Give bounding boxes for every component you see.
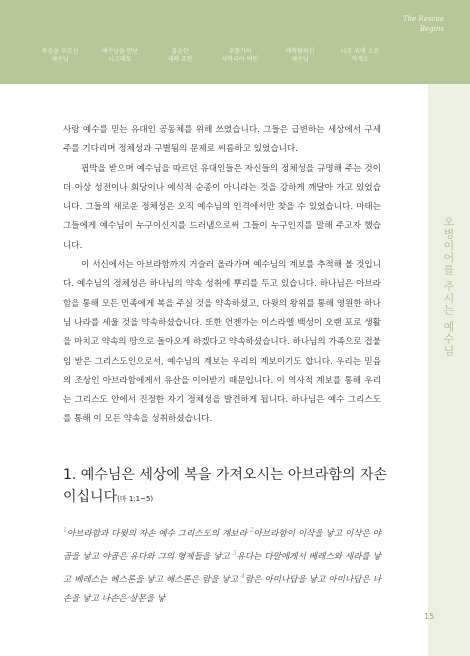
tab-chapter-3[interactable]: 겸손한 세례 요한	[167, 48, 193, 63]
side-vertical-title: 오병이어를 주시는 예수님	[442, 216, 455, 357]
header-band	[0, 0, 470, 84]
tab-chapter-6[interactable]: 나무 위에 오른 삭개오	[340, 48, 380, 63]
page-number: 15	[424, 612, 435, 621]
verse-number: 1	[63, 527, 67, 534]
book-title: The Rescue Begins	[402, 15, 444, 33]
verse-number: 4	[241, 573, 245, 581]
verse-number: 2	[249, 527, 254, 534]
tab-chapter-5[interactable]: 배척당하신 예수님	[285, 48, 315, 63]
section-heading	[63, 464, 389, 510]
body-text	[63, 121, 381, 430]
verse-text: 아브라함이 이삭을 낳고 이삭은 야곱을 낳고 야곱은 유다와 그의 형제들을 낳고	[63, 528, 381, 563]
paragraph: 사랑 예수를 믿는 유대인 공동체를 위해 쓰였습니다. 그들은 급변하는 세상에서 구세주를 기다리며 정체성과 구별됨의 문제로 씨름하고 있었습니다.	[63, 125, 381, 155]
section-heading-text: 1. 예수님은 세상에 복을 가져오시는 아브라함의 자손이십니다	[63, 467, 388, 505]
paragraph: 핍박을 받으며 예수님을 따르던 유대인들은 자신들의 정체성을 규명해 주는 것이 더 이상 성전이나 회당이나 예식적 순종이 아니라는 것을 강하게 깨달아 가고 있었습니다. 그들의 새로운 정체성은 오직 예수님의 인격에서만 찾을 수 있었습니다. 마태는 그들에게 예수님이 누구이신지를 드러냄으로써 그들이 누구인지를 말해 주고자 했습니다.	[63, 163, 381, 251]
chapter-tabs	[30, 48, 390, 70]
scripture-passage	[63, 521, 381, 610]
scripture-reference: (마 1:1~5)	[117, 495, 154, 503]
verse-text: 람은 아미나답을 낳고 아미나답은 나손을 낳고 나손은 살몬을 낳	[63, 575, 382, 605]
paragraph: 이 서신에서는 아브라함까지 거슬러 올라가며 예수님의 계보를 추적해 볼 것입니다. 예수님의 정체성은 하나님의 약속 성취에 뿌리를 두고 있습니다. 하나님은 아브라함을 통해 모든 민족에게 복을 주실 것을 약속하셨고, 다윗의 왕위를 통해 영원한 하나님 나라를 세울 것을 약속하셨습니다. 또한 언젠가는 이스라엘 백성이 오랜 포로 생활을 마치고 약속의 땅으로 돌아오게 하겠다고 약속하셨습니다. 하나님의 가족으로 접붙임 받은 그리스도인으로서, 예수님의 계보는 우리의 계보이기도 합니다. 우리는 믿음의 조상인 아브라함에게서 유산을 이어받기 때문입니다. 이 역사적 계보를 통해 우리는 그리스도 안에서 진정한 자기 정체성을 발견하게 됩니다. 하나님은 예수 그리스도를 통해 이 모든 약속을 성취하셨습니다.	[63, 260, 381, 425]
tab-chapter-4[interactable]: 우물가의 사마리아 여인	[221, 48, 259, 63]
side-bar	[428, 84, 470, 656]
tab-chapter-1[interactable]: 복음을 부르신 예수님	[41, 48, 79, 63]
verse-text: 유다는 다말에게서 베레스와 세라를 낳고 베레스는 헤스론을 낳고 헤스론은 람을 낳고	[63, 552, 381, 586]
verse-text: 아브라함과 다윗의 자손 예수 그리스도의 계보라	[66, 528, 250, 539]
verse-number: 3	[232, 550, 237, 558]
tab-chapter-2[interactable]: 예수님을 만난 니고데모	[101, 48, 139, 63]
